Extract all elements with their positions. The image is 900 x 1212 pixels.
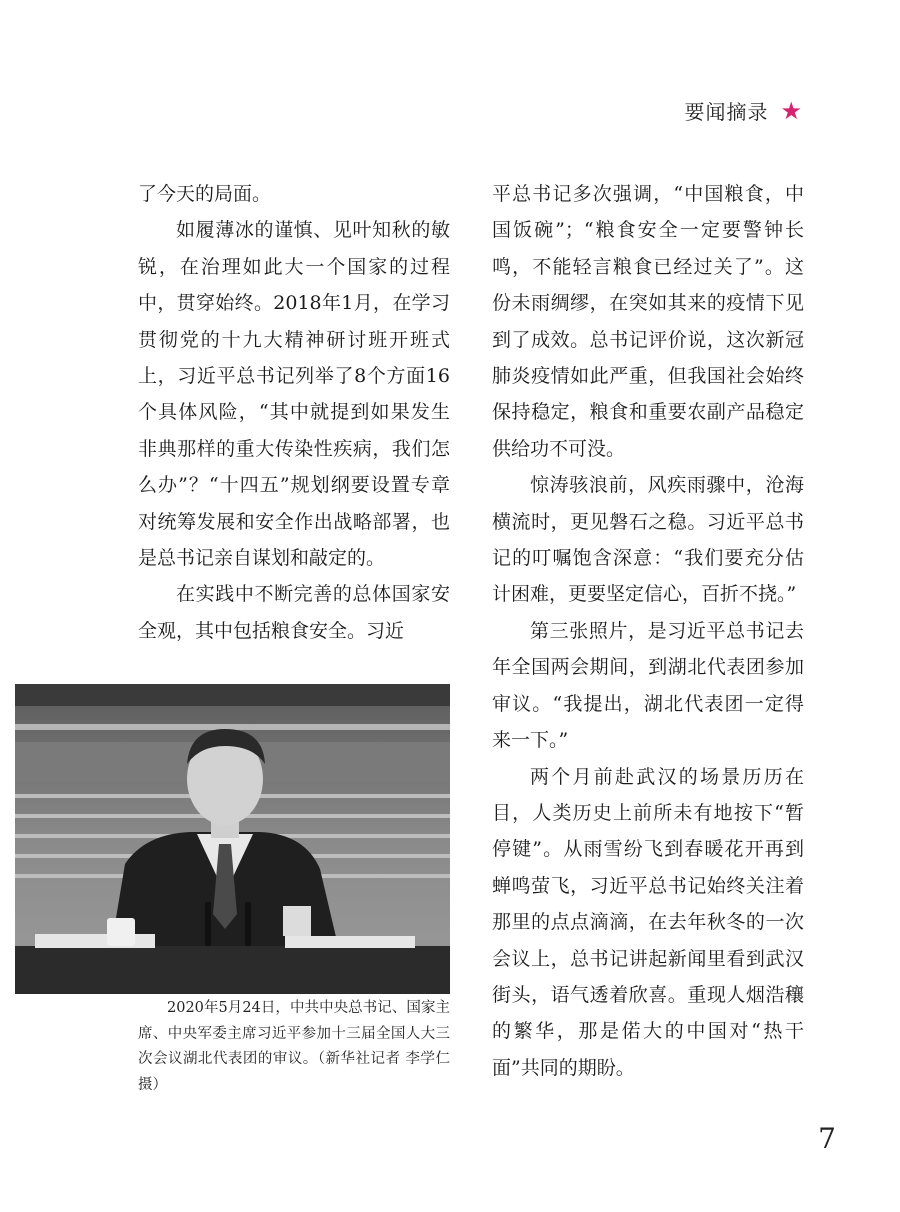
- photo-illustration: [15, 684, 450, 994]
- star-icon: ★: [780, 96, 802, 125]
- paragraph: 第三张照片，是习近平总书记去年全国两会期间，到湖北代表团参加审议。“我提出，湖北代表团一定得来一下。”: [492, 619, 804, 752]
- right-column: [492, 176, 804, 1086]
- paragraph: 平总书记多次强调，“中国粮食，中国饭碗”；“粮食安全一定要警钟长鸣，不能轻言粮食已经过关了”。这份未雨绸缪，在突如其来的疫情下见到了成效。总书记评价说，这次新冠肺炎疫情如此严重，但我国社会始终保持稳定，粮食和重要农副产品稳定供给功不可没。: [492, 183, 804, 460]
- paragraph: 在实践中不断完善的总体国家安全观，其中包括粮食安全。习近: [138, 583, 450, 642]
- paragraph: 如履薄冰的谨慎、见叶知秋的敏锐，在治理如此大一个国家的过程中，贯穿始终。2018年1月，在学习贯彻党的十九大精神研讨班开班式上，习近平总书记列举了8个方面16个具体风险，“其中就提到如果发生非典那样的重大传染性疾病，我们怎么办”？“十四五”规划纲要设置专章对统筹发展和安全作出战略部署，也是总书记亲自谋划和敲定的。: [138, 219, 450, 570]
- section-title: 要闻摘录: [684, 100, 769, 124]
- left-column: [138, 176, 450, 649]
- paragraph: 惊涛骇浪前，风疾雨骤中，沧海横流时，更见磐石之稳。习近平总书记的叮嘱饱含深意：“我们要充分估计困难，更要坚定信心，百折不挠。”: [492, 474, 804, 606]
- caption-text: 2020年5月24日，中共中央总书记、国家主席、中央军委主席习近平参加十三届全国人大三次会议湖北代表团的审议。（新华社记者 李学仁 摄）: [138, 1000, 450, 1093]
- paragraph: 了今天的局面。: [138, 183, 272, 205]
- photo-caption: [138, 996, 450, 1098]
- page-number: 7: [818, 1122, 836, 1155]
- news-photo: [15, 684, 450, 994]
- paragraph: 两个月前赴武汉的场景历历在目，人类历史上前所未有地按下“暂停键”。从雨雪纷飞到春暖花开再到蝉鸣萤飞，习近平总书记始终关注着那里的点点滴滴，在去年秋冬的一次会议上，总书记讲起新闻里看到武汉街头，语气透着欣喜。重现人烟浩穰的繁华，那是偌大的中国对“热干面”共同的期盼。: [492, 765, 804, 1079]
- running-header: [684, 96, 802, 125]
